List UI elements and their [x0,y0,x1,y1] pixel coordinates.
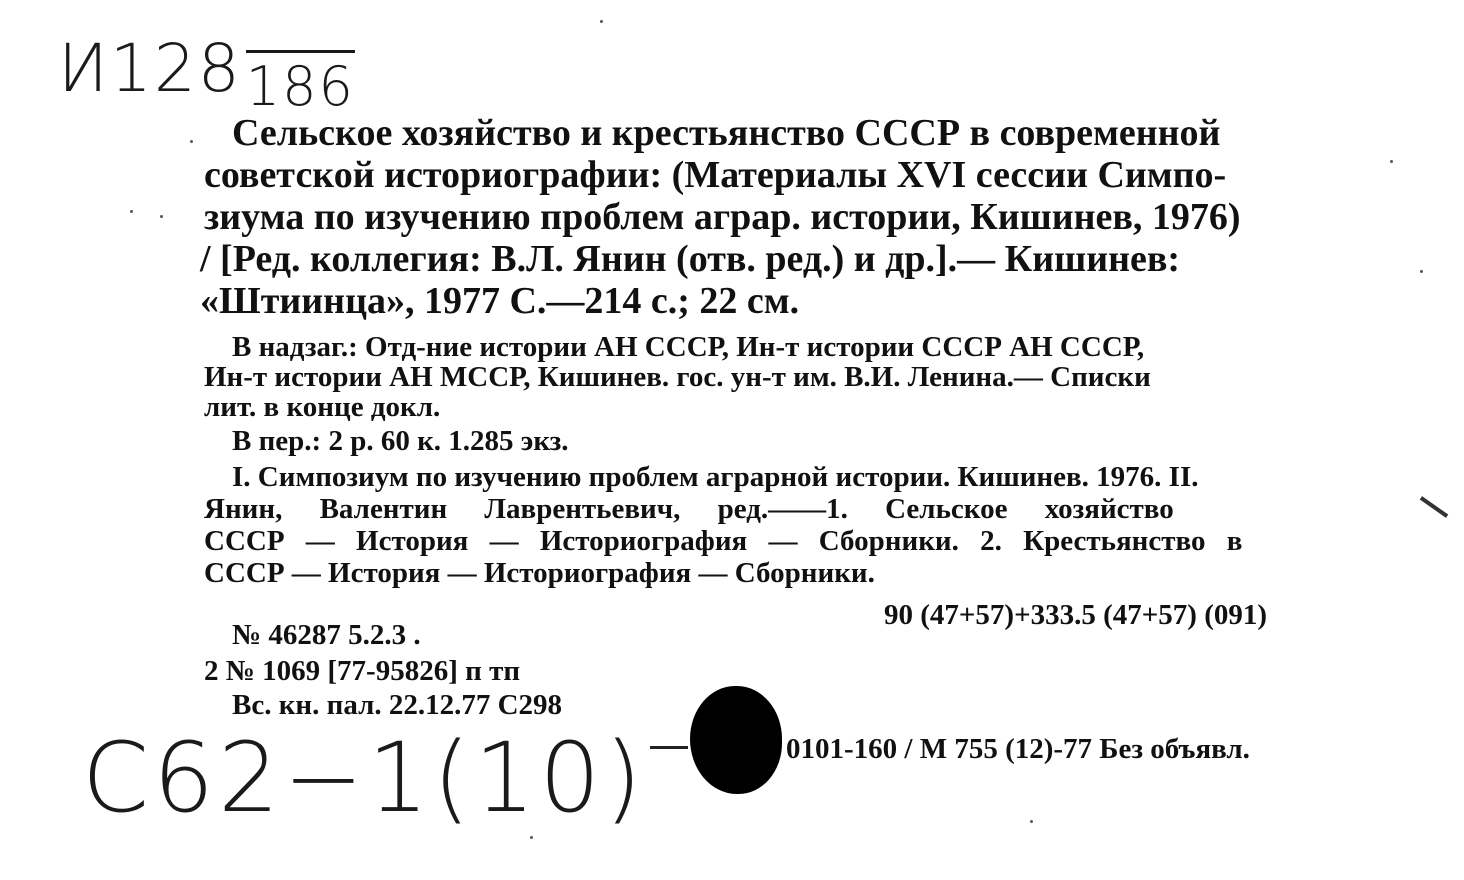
description-line-3: зиума по изучению проблем аграр. истории, Кишинев, 1976) [204,196,1241,238]
description-line-2: советской историографии: (Материалы XVI сессии Симпо- [204,154,1227,196]
handwritten-classification: С62−1(10) [82,722,646,834]
publisher-index: 0101-160 / М 755 (12)-77 Без объявл. [786,733,1250,765]
dust-speck [530,836,533,839]
note-heading-line-1: В надзаг.: Отд-ние истории АН СССР, Ин-т истории СССР АН СССР, [232,331,1145,363]
tracing-line-2: Янин, Валентин Лаврентьевич, ред.——1. Сельское хозяйство [204,493,1174,525]
binding-note: В пер.: 2 р. 60 к. 1.285 экз. [232,425,569,457]
note-heading-line-2: Ин-т истории АН МССР, Кишинев. гос. ун-т им. В.И. Ленина.— Списки [204,361,1151,393]
tracing-line-3: СССР — История — Историография — Сборники. 2. Крестьянство в [204,525,1243,557]
dust-speck [600,20,603,23]
description-line-1: Сельское хозяйство и крестьянство СССР в современной [232,112,1221,154]
book-chamber-record: Вс. кн. пал. 22.12.77 С298 [232,689,563,721]
note-heading-line-3: лит. в конце докл. [204,391,441,423]
description-line-4: / [Ред. коллегия: В.Л. Янин (отв. ред.) и др.].— Кишинев: [200,238,1181,280]
scan-mark [1420,496,1449,518]
dust-speck [1420,270,1423,273]
classification-index: 90 (47+57)+333.5 (47+57) (091) [884,599,1268,631]
handwritten-fraction: 186 [246,50,355,118]
dust-speck [190,140,193,143]
handwritten-number: И128 [58,30,242,107]
tracing-line-1: I. Симпозиум по изучению проблем аграрной истории. Кишинев. 1976. II. [232,461,1199,493]
description-line-5: «Штиинца», 1977 С.—214 с.; 22 см. [200,280,800,322]
dust-speck [130,210,133,213]
dust-speck [160,215,163,218]
handwritten-shelf-mark [58,30,355,118]
record-series: 2 № 1069 [77-95826] п тп [204,655,521,687]
record-number: № 46287 5.2.3 . [232,619,421,651]
ink-blot [690,686,782,794]
printed-dash [650,746,688,749]
tracing-line-4: СССР — История — Историография — Сборники. [204,557,875,589]
dust-speck [1390,160,1393,163]
dust-speck [1030,820,1033,823]
